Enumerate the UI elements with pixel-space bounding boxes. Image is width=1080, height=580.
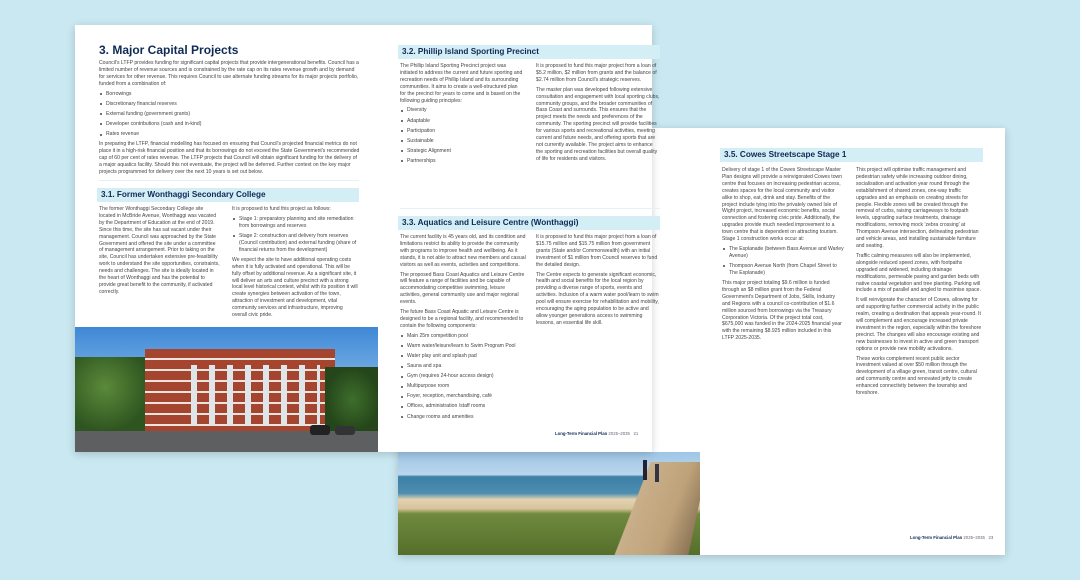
list-item: Participation [400, 128, 524, 135]
footer-years: 2025–2035 [608, 431, 630, 436]
page-footer [910, 535, 993, 540]
section-title-3-2: 3.2. Phillip Island Sporting Precinct [398, 45, 660, 59]
paragraph: It is proposed to fund this project as follows: [232, 206, 331, 212]
paragraph: It will reinvigorate the character of Cowes, allowing for and supporting further commercial activity in the public realm, creating a destination that appeals year-round. It will complement and encourage increased private investment in the region, especially within the foreshore precinct. The changes will also encourage existing and new businesses to invest in active and green transport options or provide new mobility activations. [856, 297, 982, 352]
front-spread [75, 25, 660, 452]
sporting-col2 [536, 63, 660, 166]
list-item: Main 25m competition pool [400, 333, 526, 340]
page-number: 23 [988, 535, 994, 540]
list-item: Foyer, reception, merchandising, café [400, 393, 526, 400]
section-title-3-1: 3.1. Former Wonthaggi Secondary College [97, 188, 359, 202]
list-item: Stage 1: preparatory planning and site remediation from borrowings and reserves [232, 216, 358, 230]
list-item: Partnerships [400, 158, 524, 165]
paragraph: In preparing the LTFP, financial modelling has focused on ensuring that Council's projected financial metrics do not place it in a high-risk financial position and that its borrowings do not exceed the State Government's recommended cap of 60 per cent of rates revenue. The LTFP projects that Council will obtain significant funding for the delivery of a major aquatics facility. Should this not eventuate, the project will be deferred. Further context on the key major projects programmed for delivery over the next 10 years is set out below. [99, 141, 360, 175]
list-item: Discretionary financial reserves [99, 101, 361, 108]
college-building-photo [75, 327, 378, 452]
sporting-col1 [400, 63, 524, 168]
footer-title: Long-Term Financial Plan [555, 431, 608, 436]
divider [400, 208, 660, 209]
paragraph: Council's LTFP provides funding for significant capital projects that provide intergenerational benefits. Council has a limited number of revenue sources and is constrained by the rate cap on its rates revenue growth and by demand for services for other revenue. This requires Council to use alternate funding streams for its major projects portfolio, funded from a combination of: [99, 60, 359, 87]
paragraph: This major project totaling $9.6 million is funded through an $8 million grant from the Federal Government's Department of Jobs, Skills, Industry and Regions with a council co-contribution of $1.6 million sourced from borrowings via the Treasury Corporation Victoria. Of the project total cost, $675,000 was funded in the 2024-2025 financial year with the remaining $8.925 million included in this LTFP 2025-2035. [722, 279, 842, 342]
page-title: 3. Major Capital Projects [99, 43, 239, 57]
paragraph: Traffic calming measures will also be implemented, alongside reduced speed zones, with footpaths upgraded and widened, including drainage modifications, permeable paving and garden beds with native coastal vegetation and tree planting. Parking will include a mix of parallel and angled to maximise space. [856, 252, 981, 294]
list-item: Adaptable [400, 118, 524, 125]
paragraph: The future Bass Coast Aquatic and Leisure Centre is designed to be a regional facility, and recommended to contain the following components: [400, 309, 524, 329]
list-item: Sauna and spa [400, 363, 526, 370]
page-footer [555, 431, 638, 436]
divider [99, 180, 359, 181]
wonthaggi-col1 [99, 206, 221, 299]
footer-title: Long-Term Financial Plan [910, 535, 963, 540]
paragraph: The former Wonthaggi Secondary College site located in McBride Avenue, Wonthaggi was vacated by the Department of Education at the end of 2019. Since this time, the site has sat vacant under their management. Council was approached by the State Government and offered the site under a committee of management arrangement. Prior to taking on the site, Council has undertaken extensive pre-feasibility work to understand the site opportunities, constraints, needs and challenges. The site is ideally located in the heart of Wonthaggi and has the potential to provide great benefit to the community, if activated correctly. [99, 206, 220, 295]
paragraph: Delivery of stage 1 of the Cowes Streetscape Master Plan designs will provide a reinvigorated Cowes town centre that focuses on increasing pedestrian access, creates spaces for the local community and visitor alike to shop, eat, drink and stay. Benefits of the project include tying into the privately owned Isle of Wight project, increased economic benefits, social connection and fostering civic pride. Additionally, the upgrades provide much needed improvement to a town centre that is dependent on attracting tourism. Stage 1 construction works occur at: [722, 167, 843, 243]
coastal-boardwalk-photo [398, 452, 700, 555]
list-item: Borrowings [99, 91, 361, 98]
paragraph: It is proposed to fund this major project from a loan of $5.2 million, $2 million from grants and the balance of $2.74 million from Council's strategic reserves. [536, 63, 657, 83]
list-item: Stage 2: construction and delivery from reserves (Council contribution) and external funding (share of financial returns from the development) [232, 233, 358, 254]
list-item: Rates revenue [99, 131, 361, 138]
section-title-3-5: 3.5. Cowes Streetscape Stage 1 [720, 148, 983, 162]
list-item: The Esplanade (between Bass Avenue and Warley Avenue) [722, 246, 844, 260]
list-item: Offices, administration /staff rooms [400, 403, 526, 410]
list-item: Strategic Alignment [400, 148, 524, 155]
list-item: Warm water/leisure/learn to Swim Program Pool [400, 343, 526, 350]
list-item: Thompson Avenue North (from Chapel Street to The Esplanade) [722, 263, 844, 277]
list-item: External funding (government grants) [99, 111, 361, 118]
list-item: Diversity [400, 107, 524, 114]
paragraph: The Centre expects to generate significant economic, health and social benefits for the local region by providing a diverse range of sports, events and activities. Inclusion of a warm water pool/learn to swim pool will ensure exercise for rehabilitation and mobility, encouraging the aging population to be active and allow younger generations access to swimming lessons, an essential life skill. [536, 271, 659, 326]
wonthaggi-col2 [232, 206, 358, 322]
footer-years: 2025–2035 [963, 535, 985, 540]
paragraph: The proposed Bass Coast Aquatics and Leisure Centre will feature a range of facilities and be capable of accommodating competitive swimming, leisure activities, general community use and major regional events. [400, 271, 525, 306]
paragraph: This project will optimise traffic management and pedestrian safety while increasing outdoor dining, socialisation and activation year round through the establishment of shared zones, one-way traffic upgrades and an emphasis on creating streets for people. Flexible zones will be created through the removal of curbs, raising carriageways to footpath levels, upgrading surface treatments, drainage modifications, removing mock 'zebra crossing' at Thompson Avenue intersection, delineating pedestrian and vehicle areas, and installing sustainable furniture and seating. [856, 167, 979, 249]
paragraph: The Phillip Island Sporting Precinct project was initiated to address the current and future sporting and recreation needs of Phillip Island and its surrounding communities. It aims to create a well-structured plan for the precinct for years to come and is based on the following guiding principles: [400, 63, 523, 104]
list-item: Change rooms and amenities [400, 414, 526, 421]
paragraph: It is proposed to fund this major project from a loan of $15.75 million and $15.75 million from government grants (State and/or Commonwealth) with an initial investment of $1 million from Council reserves to fund the detailed design. [536, 234, 658, 268]
list-item: Water play unit and splash pad [400, 353, 526, 360]
cowes-col1 [722, 167, 844, 345]
paragraph: The current facility is 45 years old, and its condition and limitations restrict its ability to provide the community with programs to improve health and wellbeing. As it stands, it is not able to attract new members and casual visitors as well as events, activities and competitions. [400, 234, 526, 268]
intro-text [99, 60, 361, 179]
paragraph: We expect the site to have additional operating costs when it is fully activated and operational. This will be fully offset by additional revenue. As a significant site, it will deliver an arts and culture precinct with a strong local level historical context, whilst with its position it will create synergies between activation of the town, attraction of investment and development, vital community services and infrastructure, improving overall civic pride. [232, 256, 358, 319]
list-item: Gym (requires 24-hour access design) [400, 373, 526, 380]
list-item: Sustainable [400, 138, 524, 145]
page-number: 21 [633, 431, 639, 436]
list-item: Multipurpose room [400, 383, 526, 390]
aquatics-col2 [536, 234, 660, 330]
aquatics-col1 [400, 234, 526, 424]
cowes-col2 [856, 167, 982, 400]
section-title-3-3: 3.3. Aquatics and Leisure Centre (Wonthaggi) [398, 216, 660, 230]
paragraph: These works complement recent public sector investment valued at over $50 million through the development of a village green, transit centre, cultural and community centre and renovated jetty to create enhanced connectivity between the township and foreshore. [856, 355, 977, 397]
paragraph: The master plan was developed following extensive consultation and engagement with local sporting clubs, community groups, and the broader communities of Bass Coast and surrounds. This ensures that the project meets the needs and preferences of the community. The sporting precinct will provide facilities for various sports and recreational activities, meeting current and future needs, and offering sports that are not currently available. The project aims to enhance the sporting and recreation facilities but overall quality of life for residents and visitors. [536, 86, 660, 162]
list-item: Developer contributions (cash and in-kind) [99, 121, 361, 128]
